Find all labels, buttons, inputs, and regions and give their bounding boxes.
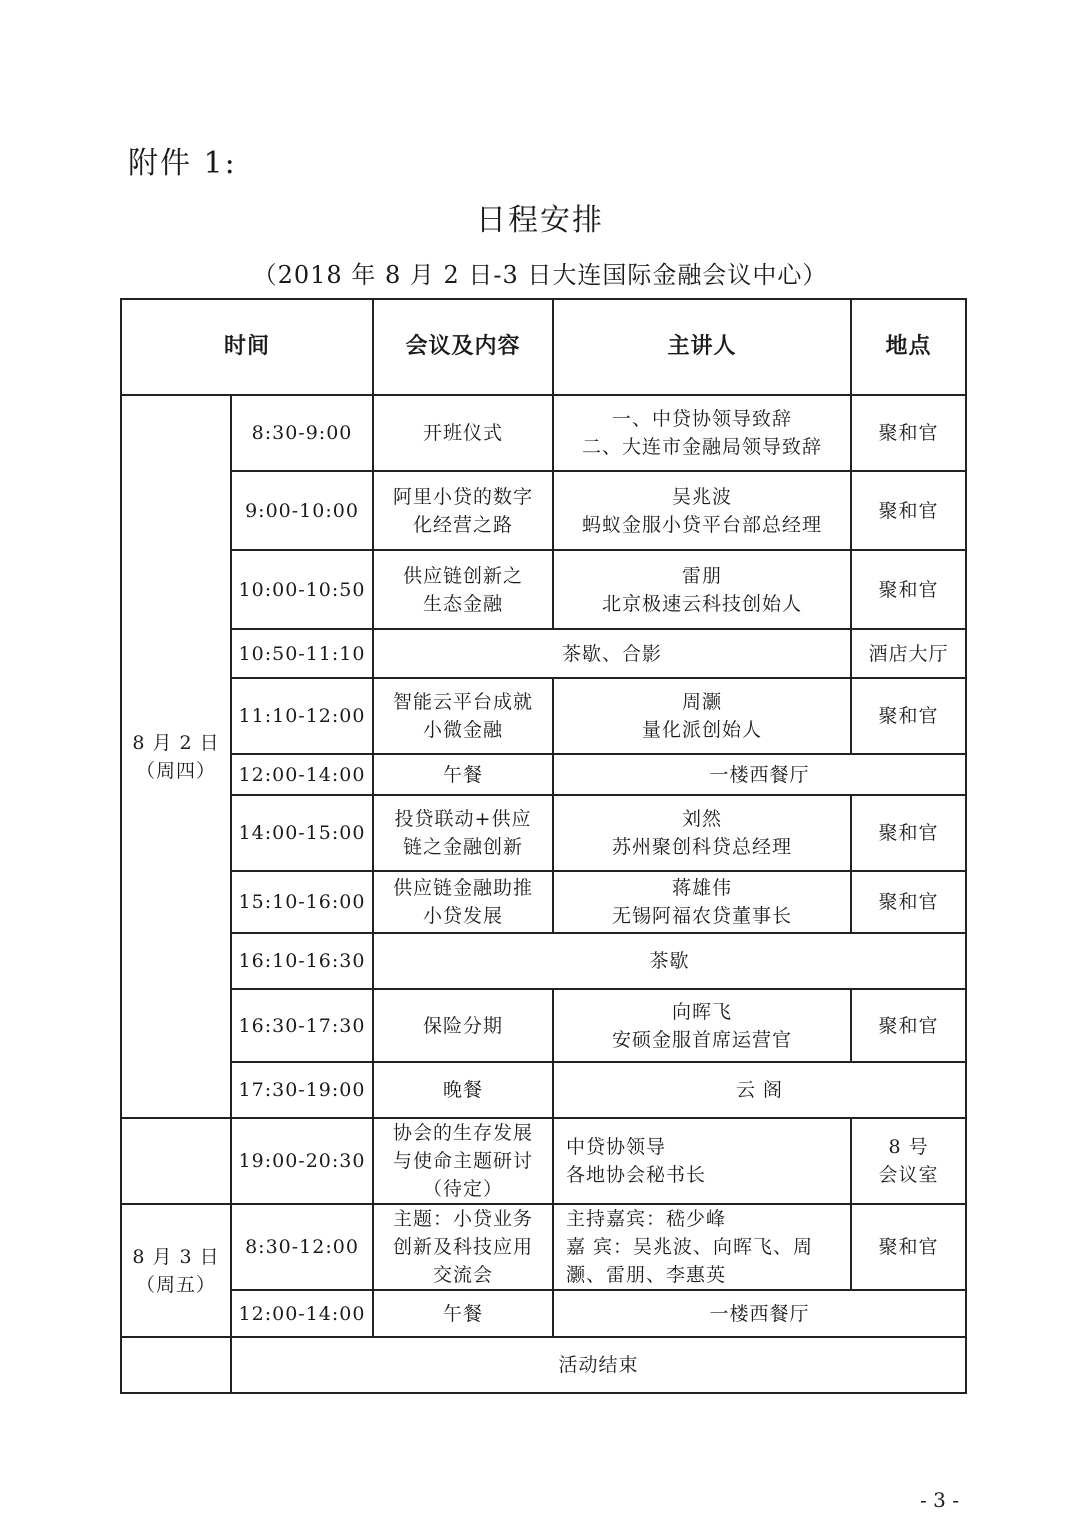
speaker-line: 中贷协领导	[566, 1136, 667, 1158]
meeting-line: 小微金融	[423, 719, 504, 741]
speaker-cell	[553, 871, 851, 933]
meeting-line: 协会的生存发展	[393, 1122, 534, 1144]
header-row	[121, 299, 966, 395]
page-subtitle: （2018 年 8 月 2 日-3 日大连国际金融会议中心）	[252, 261, 828, 289]
time-cell: 10:00-10:50	[231, 550, 373, 629]
location-cell: 云 阁	[553, 1062, 966, 1118]
meeting-cell: 午餐	[373, 1290, 553, 1337]
venue-cell: 聚和官	[851, 395, 966, 471]
venue-cell: 聚和官	[851, 1204, 966, 1290]
venue-cell: 聚和官	[851, 678, 966, 754]
speaker-line: 吴兆波	[672, 485, 733, 508]
table-row	[121, 1062, 966, 1118]
meeting-cell	[373, 795, 553, 871]
speaker-line: 北京极速云科技创始人	[602, 592, 803, 615]
time-cell: 11:10-12:00	[231, 678, 373, 754]
speaker-cell	[553, 1204, 851, 1290]
meeting-cell: 晚餐	[373, 1062, 553, 1118]
table-row	[121, 1204, 966, 1290]
venue-cell: 聚和官	[851, 795, 966, 871]
speaker-line: 灏、雷朋、李惠英	[566, 1264, 727, 1286]
speaker-line: 无锡阿福农贷董事长	[612, 905, 793, 927]
time-cell: 15:10-16:00	[231, 871, 373, 933]
header-speaker: 主讲人	[553, 299, 851, 395]
time-cell: 8:30-12:00	[231, 1204, 373, 1290]
meeting-line: 小贷发展	[423, 905, 504, 927]
schedule-table	[120, 298, 967, 1394]
meeting-cell	[373, 550, 553, 629]
speaker-cell	[553, 989, 851, 1062]
table-row	[121, 1337, 966, 1393]
time-cell: 16:10-16:30	[231, 933, 373, 989]
venue-cell: 酒店大厅	[851, 629, 966, 678]
speaker-line: 苏州聚创科贷总经理	[612, 836, 793, 858]
time-cell: 8:30-9:00	[231, 395, 373, 471]
speaker-line: 主持嘉宾：嵇少峰	[566, 1208, 727, 1230]
table-row	[121, 550, 966, 629]
day-date: 8 月 2 日	[132, 731, 220, 754]
day-cell-empty	[121, 1337, 231, 1393]
speaker-line: 雷朋	[682, 564, 723, 587]
meeting-line: 生态金融	[423, 592, 504, 615]
page-title: 日程安排	[476, 203, 604, 238]
table-row	[121, 471, 966, 550]
table-row	[121, 629, 966, 678]
meeting-cell	[373, 471, 553, 550]
speaker-line: 周灏	[682, 691, 723, 713]
table-row	[121, 1118, 966, 1204]
meeting-line: 供应链创新之	[403, 564, 524, 587]
speaker-line: 一、中贷协领导致辞	[612, 408, 793, 430]
location-cell: 一楼西餐厅	[553, 754, 966, 795]
time-cell: 9:00-10:00	[231, 471, 373, 550]
speaker-cell	[553, 1118, 851, 1204]
venue-cell: 聚和官	[851, 989, 966, 1062]
speaker-cell	[553, 550, 851, 629]
table-row	[121, 395, 966, 471]
day-cell-empty	[121, 1118, 231, 1204]
meeting-line: 链之金融创新	[403, 836, 524, 858]
speaker-cell	[553, 471, 851, 550]
meeting-cell	[373, 871, 553, 933]
meeting-line: 开班仪式	[423, 422, 504, 444]
meeting-cell	[373, 395, 553, 471]
day-cell-aug2	[121, 395, 231, 1118]
venue-line: 会议室	[878, 1164, 939, 1186]
meeting-line: 投贷联动+供应	[394, 808, 532, 830]
page-number: - 3 -	[920, 1488, 959, 1512]
table-row	[121, 989, 966, 1062]
meeting-line: 创新及科技应用	[393, 1236, 534, 1258]
meeting-cell: 午餐	[373, 754, 553, 795]
speaker-line: 蚂蚁金服小贷平台部总经理	[582, 513, 823, 536]
speaker-line: 嘉 宾：吴兆波、向晖飞、周	[566, 1236, 814, 1258]
table-row	[121, 678, 966, 754]
end-text-cell: 活动结束	[231, 1337, 966, 1393]
time-cell: 19:00-20:30	[231, 1118, 373, 1204]
speaker-cell	[553, 678, 851, 754]
meeting-line: （待定）	[423, 1178, 504, 1200]
meeting-line: 与使命主题研讨	[393, 1150, 534, 1172]
meeting-line: 智能云平台成就	[393, 691, 534, 713]
header-meeting: 会议及内容	[373, 299, 553, 395]
venue-cell	[851, 1118, 966, 1204]
venue-line: 8 号	[888, 1136, 929, 1158]
speaker-cell	[553, 795, 851, 871]
meeting-cell	[373, 1204, 553, 1290]
day-cell-aug3	[121, 1204, 231, 1337]
speaker-line: 各地协会秘书长	[566, 1164, 707, 1186]
speaker-line: 二、大连市金融局领导致辞	[582, 436, 823, 458]
time-cell: 12:00-14:00	[231, 754, 373, 795]
attachment-label: 附件 1:	[128, 146, 237, 181]
day-weekday: （周五）	[135, 1273, 216, 1296]
speaker-line: 刘然	[682, 808, 723, 830]
speaker-line: 向晖飞	[672, 1000, 733, 1023]
venue-cell: 聚和官	[851, 550, 966, 629]
venue-cell: 聚和官	[851, 871, 966, 933]
merged-activity-cell: 茶歇	[373, 933, 966, 989]
time-cell: 17:30-19:00	[231, 1062, 373, 1118]
time-cell: 14:00-15:00	[231, 795, 373, 871]
time-cell: 12:00-14:00	[231, 1290, 373, 1337]
speaker-line: 量化派创始人	[642, 719, 763, 741]
header-venue: 地点	[851, 299, 966, 395]
table-row	[121, 933, 966, 989]
speaker-cell	[553, 395, 851, 471]
table-row	[121, 795, 966, 871]
header-time: 时间	[121, 299, 373, 395]
meeting-line: 主题：小贷业务	[393, 1208, 534, 1230]
location-cell: 一楼西餐厅	[553, 1290, 966, 1337]
table-row	[121, 1290, 966, 1337]
time-cell: 16:30-17:30	[231, 989, 373, 1062]
meeting-cell	[373, 678, 553, 754]
day-weekday: （周四）	[135, 759, 216, 782]
merged-activity-cell: 茶歇、合影	[373, 629, 851, 678]
table-row	[121, 871, 966, 933]
meeting-cell	[373, 1118, 553, 1204]
meeting-cell: 保险分期	[373, 989, 553, 1062]
speaker-line: 安硕金服首席运营官	[612, 1028, 793, 1051]
day-date: 8 月 3 日	[132, 1245, 220, 1268]
table-row	[121, 754, 966, 795]
venue-cell: 聚和官	[851, 471, 966, 550]
meeting-line: 阿里小贷的数字	[393, 485, 534, 508]
meeting-line: 供应链金融助推	[393, 877, 534, 899]
speaker-line: 蒋雄伟	[672, 877, 733, 899]
meeting-line: 化经营之路	[413, 513, 514, 536]
time-cell: 10:50-11:10	[231, 629, 373, 678]
meeting-line: 交流会	[433, 1264, 494, 1286]
